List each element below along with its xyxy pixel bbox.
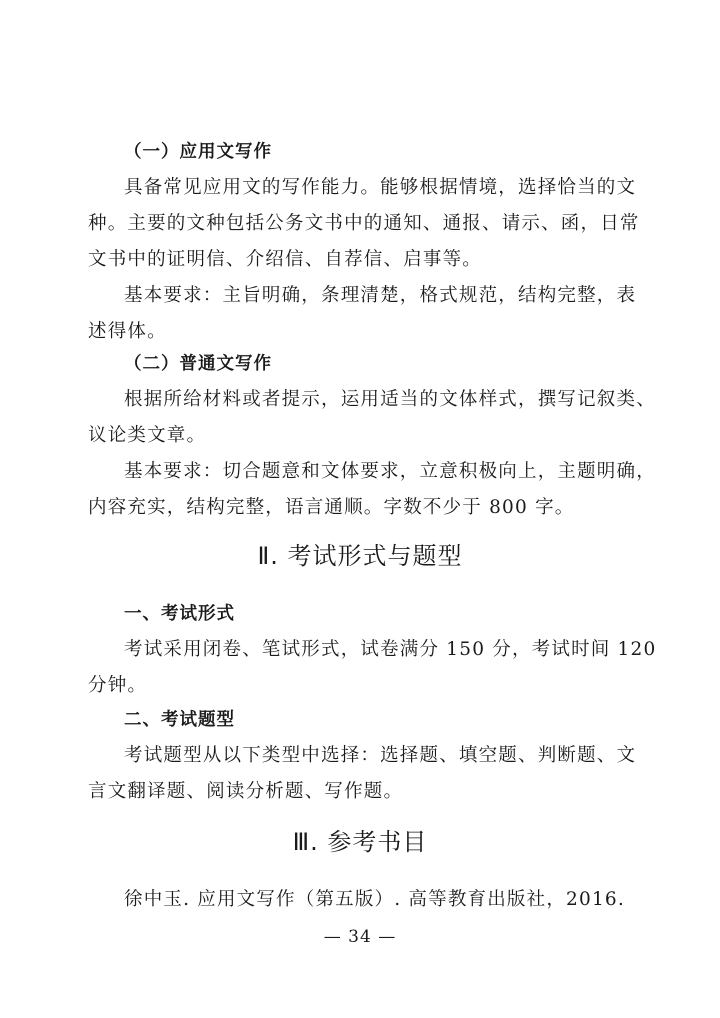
heading-exam-form: 一、考试形式: [124, 604, 235, 624]
subsection-heading-general-writing: （二）普通文写作: [124, 354, 272, 374]
paragraph-line: 根据所给材料或者提示，运用适当的文体样式，撰写记叙类、: [124, 389, 656, 410]
heading-question-types: 二、考试题型: [124, 710, 235, 730]
page-number: — 34 —: [323, 927, 397, 947]
paragraph-line: 文书中的证明信、介绍信、自荐信、启事等。: [88, 249, 483, 270]
paragraph-line: 言文翻译题、阅读分析题、写作题。: [88, 781, 404, 802]
paragraph-line: 具备常见应用文的写作能力。能够根据情境，选择恰当的文: [124, 177, 637, 198]
paragraph-line: 考试题型从以下类型中选择：选择题、填空题、判断题、文: [124, 745, 637, 766]
paragraph-line: 基本要求：主旨明确，条理清楚，格式规范，结构完整，表: [124, 285, 637, 306]
section-title-exam-format: Ⅱ. 考试形式与题型: [257, 542, 463, 570]
subsection-heading-applied-writing: （一）应用文写作: [124, 142, 272, 162]
paragraph-line: 基本要求：切合题意和文体要求，立意积极向上，主题明确，: [124, 461, 656, 482]
paragraph-line: 种。主要的文种包括公务文书中的通知、通报、请示、函，日常: [88, 213, 640, 234]
section-title-references: Ⅲ. 参考书目: [292, 828, 428, 856]
paragraph-line: 考试采用闭卷、笔试形式，试卷满分 150 分，考试时间 120: [124, 639, 657, 660]
paragraph-line: 议论类文章。: [88, 425, 207, 446]
paragraph-line: 述得体。: [88, 321, 167, 342]
paragraph-line: 内容充实，结构完整，语言通顺。字数不少于 800 字。: [88, 497, 575, 518]
paragraph-line: 分钟。: [88, 675, 148, 696]
reference-entry: 徐中玉. 应用文写作（第五版）. 高等教育出版社，2016.: [124, 889, 625, 910]
